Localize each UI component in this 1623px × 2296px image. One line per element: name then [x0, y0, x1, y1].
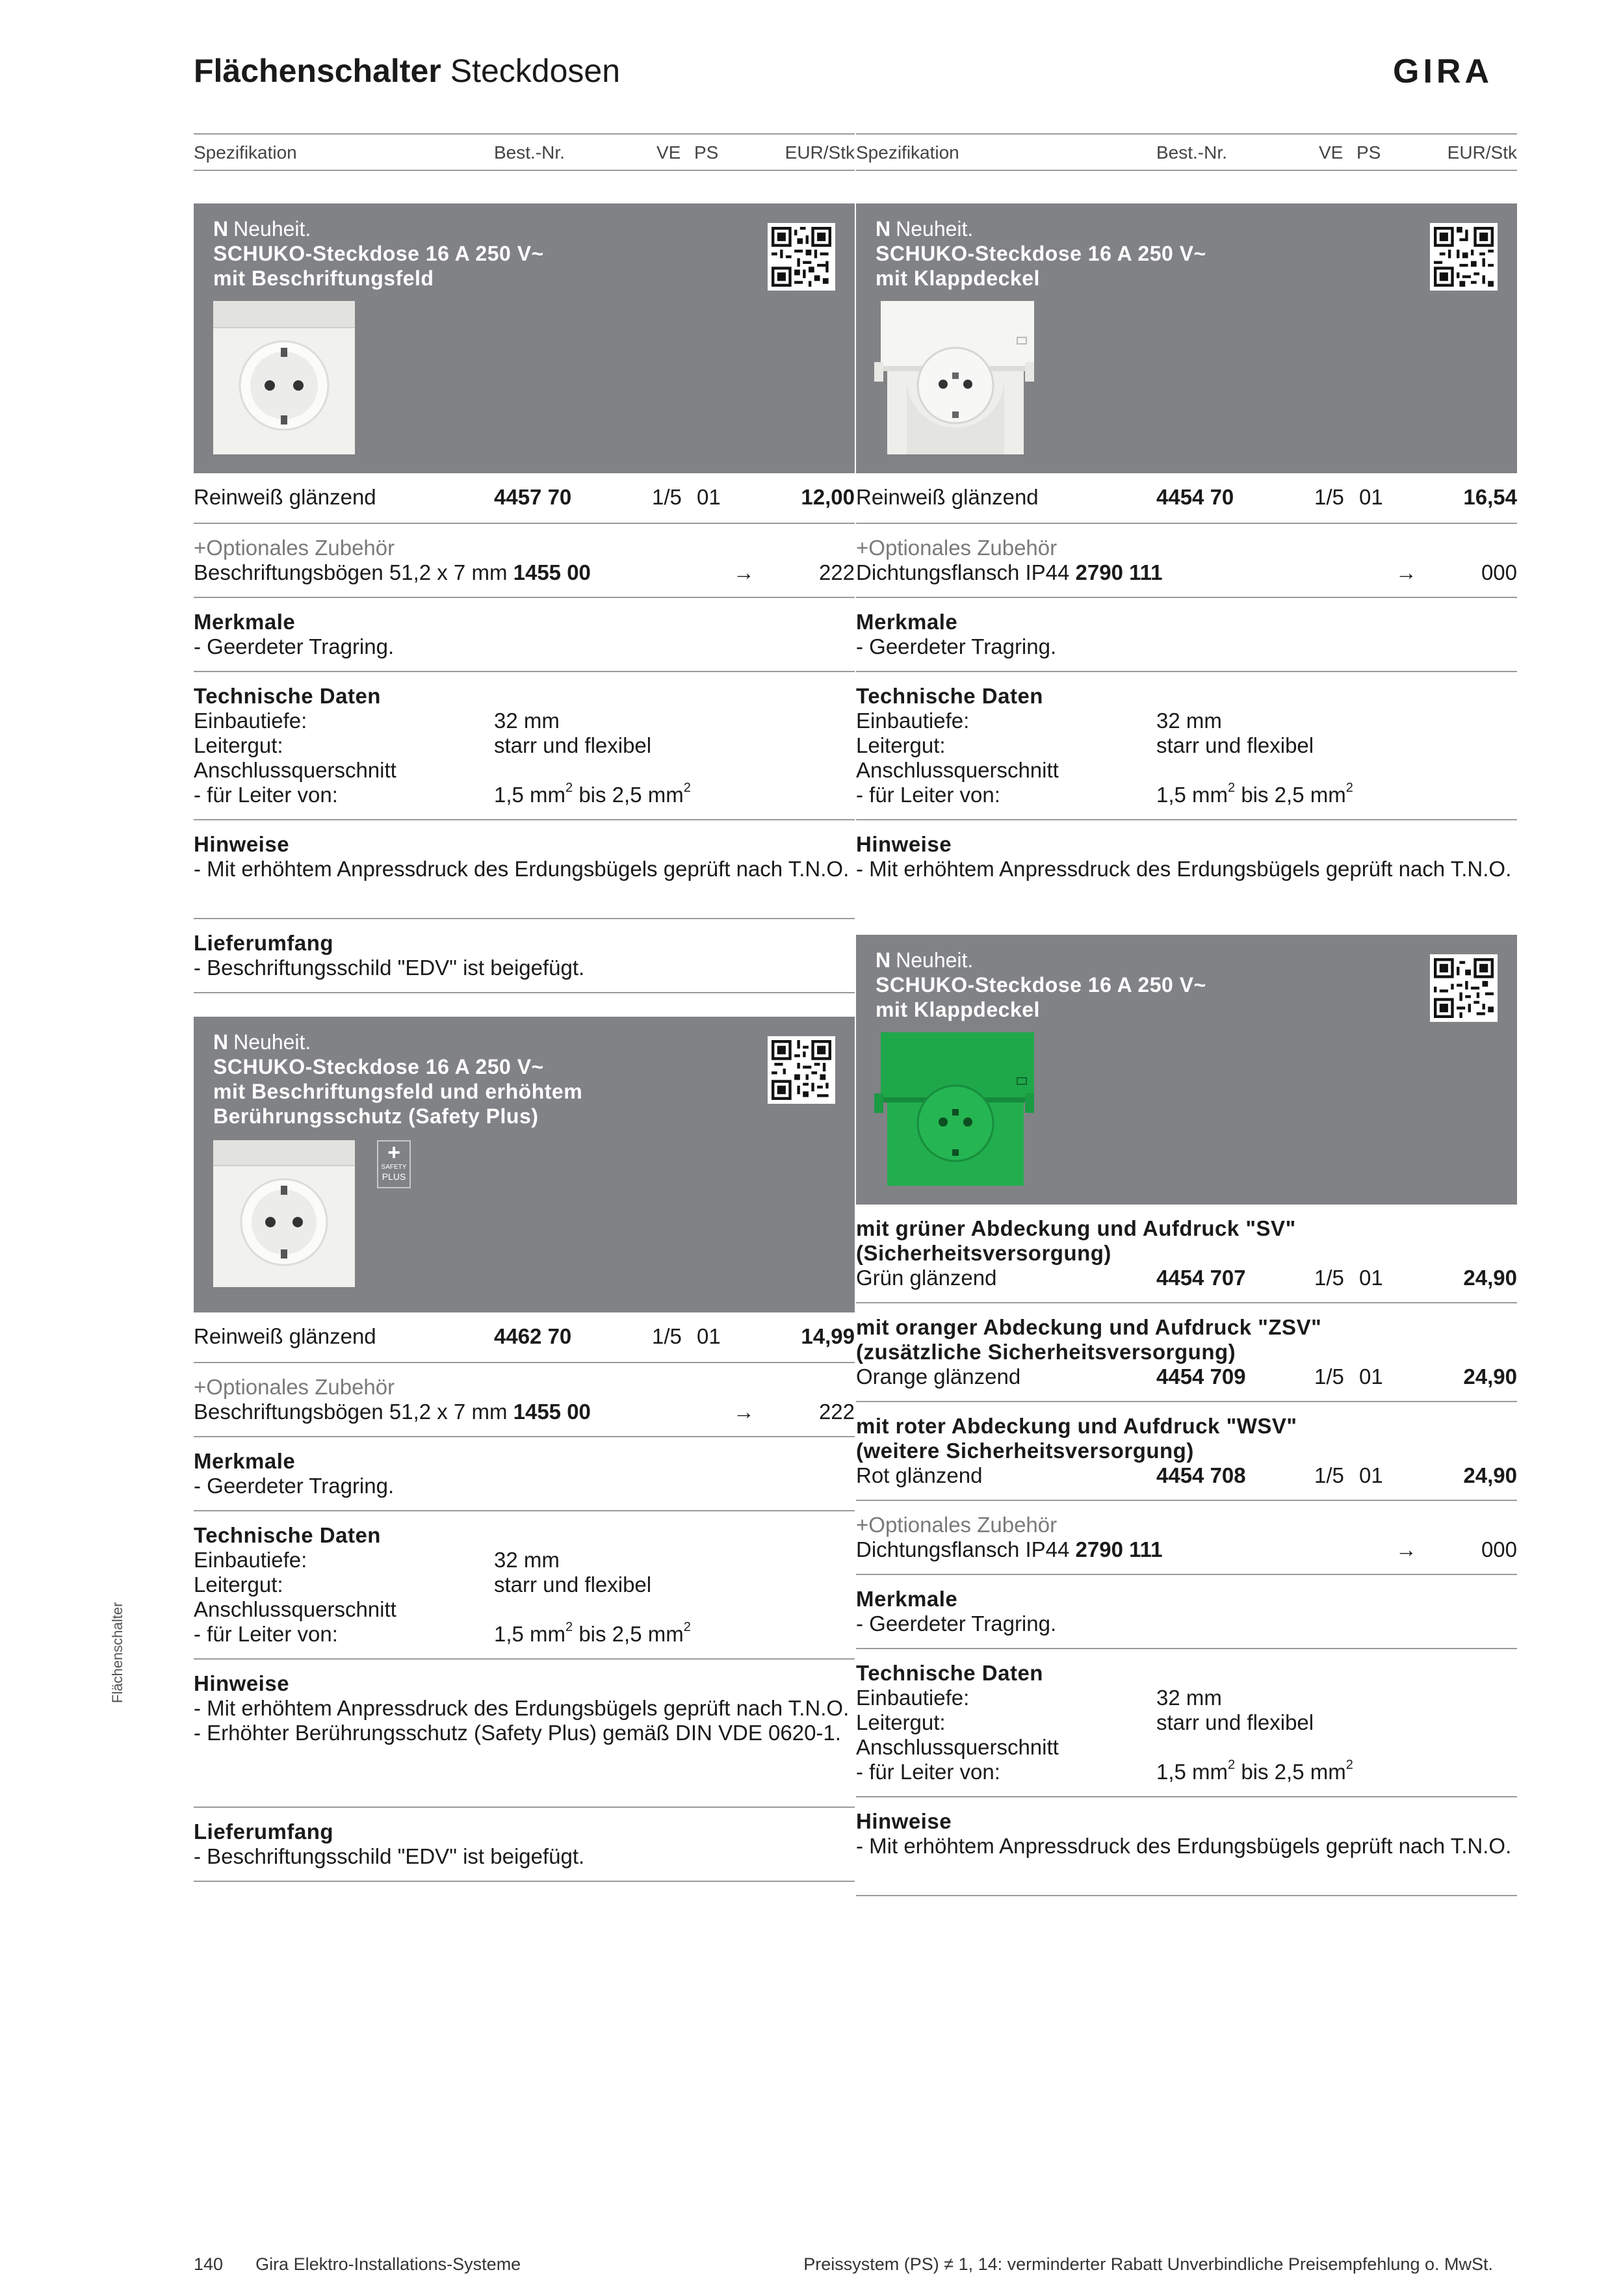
product-title: SCHUKO-Steckdose 16 A 250 V~ — [213, 242, 544, 265]
accessory-section — [856, 1501, 1517, 1575]
col-price: EUR/Stk — [1447, 142, 1517, 163]
accessory-label: Optionales Zubehör — [868, 536, 1058, 560]
accessory-number: 1455 00 — [513, 1400, 591, 1424]
accessory-name: Dichtungsflansch IP44 — [856, 560, 1070, 584]
table-header — [194, 133, 855, 171]
variant-heading-line2: (Sicherheitsversorgung) — [856, 1241, 1111, 1265]
variant-name: Reinweiß glänzend — [856, 485, 1039, 509]
ps-value: 01 — [1359, 1364, 1383, 1389]
product-box — [856, 203, 1517, 473]
order-number: 4462 70 — [494, 1324, 572, 1348]
price: 24,90 — [1463, 1266, 1517, 1290]
lieferumfang-section — [194, 1808, 855, 1882]
merkmale-section — [194, 598, 855, 672]
product-title-line2: mit Klappdeckel — [876, 998, 1040, 1021]
accessory-label: Optionales Zubehör — [206, 536, 395, 560]
order-number: 4454 707 — [1156, 1266, 1246, 1290]
product-title-line3: Berührungsschutz (Safety Plus) — [213, 1104, 539, 1128]
page-reference[interactable]: 000 — [1481, 1537, 1517, 1561]
accessory-heading — [856, 1513, 1517, 1537]
spec-value: starr und flexibel — [494, 1572, 652, 1597]
price: 24,90 — [1463, 1364, 1517, 1389]
price: 12,00 — [801, 485, 855, 509]
spec-value: 32 mm — [494, 709, 560, 733]
accessory-label: Optionales Zubehör — [868, 1513, 1058, 1537]
accessory-name: Beschriftungsbögen 51,2 x 7 mm — [194, 560, 508, 584]
accessory-number: 2790 111 — [1075, 560, 1163, 584]
product-heading — [876, 948, 1206, 1022]
accessory-item — [194, 1400, 591, 1424]
spec-key: - für Leiter von: — [194, 1622, 338, 1646]
page-reference[interactable]: 222 — [818, 1400, 855, 1424]
page-subtitle: Steckdosen — [450, 53, 620, 89]
ps-value: 01 — [1359, 1266, 1383, 1290]
plus-icon: + — [856, 536, 869, 560]
product-title-line2: mit Beschriftungsfeld und erhöhtem — [213, 1080, 583, 1103]
order-row — [194, 1312, 855, 1363]
hinweise-heading: Hinweise — [194, 832, 290, 856]
product-box — [194, 1017, 855, 1312]
spec-key: Anschlussquerschnitt — [856, 1735, 1059, 1759]
footer-note: Preissystem (PS) ≠ 1, 14: verminderter Rabatt Unverbindliche Preisempfehlung o. MwSt. — [803, 2254, 1493, 2274]
tech-section — [856, 672, 1517, 820]
lieferumfang-heading: Lieferumfang — [194, 931, 334, 955]
arrow-right-icon: → — [1396, 1537, 1417, 1561]
table-header — [856, 133, 1517, 171]
hinweis-item: - Mit erhöhtem Anpressdruck des Erdungsbügels geprüft nach T.N.O. — [194, 1696, 850, 1720]
variant-name: Reinweiß glänzend — [194, 1324, 376, 1348]
ve-value: 1/5 — [1314, 1463, 1344, 1487]
hinweise-section — [856, 1797, 1517, 1896]
spec-key: Einbautiefe: — [194, 1548, 307, 1572]
brand-logo: GIRA — [1393, 53, 1493, 90]
order-row — [194, 473, 855, 524]
footer-left — [194, 2254, 521, 2275]
product-heading — [213, 216, 544, 291]
tech-section — [194, 672, 855, 820]
ps-value: 01 — [1359, 485, 1383, 509]
footer-company: Gira Elektro-Installations-Systeme — [255, 2254, 521, 2274]
new-label: Neuheit. — [233, 217, 311, 241]
hinweise-heading: Hinweise — [856, 1809, 952, 1833]
merkmal-item: - Geerdeter Tragring. — [856, 1611, 1057, 1636]
merkmale-heading: Merkmale — [194, 1449, 296, 1473]
spec-key: Einbautiefe: — [856, 709, 970, 733]
spec-value-cross-section: 1,5 $mm^2$ bis 2,5 $mm^2$ — [1156, 781, 1353, 807]
merkmal-item: - Geerdeter Tragring. — [856, 634, 1057, 659]
qr-code-icon[interactable] — [768, 223, 835, 291]
socket-image — [213, 1140, 355, 1287]
order-number: 4454 708 — [1156, 1463, 1246, 1487]
variant-heading: mit roter Abdeckung und Aufdruck "WSV" — [856, 1414, 1297, 1438]
socket-flip-cover-image — [874, 301, 1034, 454]
tech-heading: Technische Daten — [856, 684, 1043, 708]
accessory-item — [856, 1537, 1163, 1562]
col-ps: PS — [694, 142, 719, 163]
spec-key: Anschlussquerschnitt — [194, 1597, 396, 1621]
product-title-line2: mit Klappdeckel — [876, 267, 1040, 290]
page-title — [194, 52, 620, 90]
merkmale-heading: Merkmale — [856, 610, 958, 634]
arrow-right-icon: → — [733, 560, 755, 584]
lieferumfang-section — [194, 919, 855, 993]
product-title: SCHUKO-Steckdose 16 A 250 V~ — [876, 242, 1206, 265]
merkmale-heading: Merkmale — [856, 1587, 958, 1611]
new-label: Neuheit. — [896, 217, 974, 241]
accessory-section — [194, 1363, 855, 1437]
right-column — [856, 133, 1517, 1896]
ve-value: 1/5 — [1314, 1364, 1344, 1389]
spec-key: Einbautiefe: — [856, 1686, 970, 1710]
accessory-number: 2790 111 — [1075, 1537, 1163, 1561]
new-marker: N — [876, 948, 891, 972]
accessory-heading — [856, 536, 1517, 560]
tech-heading: Technische Daten — [856, 1661, 1043, 1685]
col-ve: VE — [1319, 142, 1344, 163]
plus-icon: + — [387, 1140, 400, 1165]
variant-heading-line2: (zusätzliche Sicherheitsversorgung) — [856, 1340, 1236, 1364]
accessory-number: 1455 00 — [513, 560, 591, 584]
merkmale-section — [856, 598, 1517, 672]
spec-key: Leitergut: — [856, 1710, 946, 1734]
merkmale-section — [856, 1575, 1517, 1649]
col-spec: Spezifikation — [194, 142, 297, 163]
ve-value: 1/5 — [652, 485, 682, 509]
merkmal-item: - Geerdeter Tragring. — [194, 1474, 395, 1498]
product-title: SCHUKO-Steckdose 16 A 250 V~ — [213, 1055, 544, 1078]
page-number: 140 — [194, 2254, 224, 2274]
col-nr: Best.-Nr. — [494, 142, 565, 163]
qr-code-icon[interactable] — [1430, 954, 1498, 1022]
socket-image — [213, 301, 355, 454]
variant-name: Grün glänzend — [856, 1266, 997, 1290]
accessory-label: Optionales Zubehör — [206, 1375, 395, 1399]
accessory-section — [194, 524, 855, 598]
variant-heading: mit oranger Abdeckung und Aufdruck "ZSV" — [856, 1315, 1322, 1339]
hinweis-item: - Erhöhter Berührungsschutz (Safety Plus) gemäß DIN VDE 0620-1. — [194, 1721, 841, 1745]
plus-icon: + — [856, 1513, 869, 1537]
variant-name: Rot glänzend — [856, 1463, 983, 1487]
lieferumfang-item: - Beschriftungsschild "EDV" ist beigefügt. — [194, 1844, 585, 1868]
new-marker: N — [213, 1030, 229, 1054]
plus-icon: + — [194, 536, 207, 560]
col-price: EUR/Stk — [785, 142, 855, 163]
spec-key: Einbautiefe: — [194, 709, 307, 733]
qr-code-icon[interactable] — [768, 1036, 835, 1104]
hinweise-heading: Hinweise — [856, 832, 952, 856]
spec-key: Anschlussquerschnitt — [856, 758, 1059, 782]
hinweise-section — [856, 820, 1517, 919]
spec-key: Leitergut: — [194, 1572, 283, 1597]
merkmal-item: - Geerdeter Tragring. — [194, 634, 395, 659]
price: 24,90 — [1463, 1463, 1517, 1487]
merkmale-section — [194, 1437, 855, 1511]
product-title: SCHUKO-Steckdose 16 A 250 V~ — [876, 973, 1206, 997]
hinweise-section — [194, 1660, 855, 1808]
tech-section — [856, 1649, 1517, 1797]
merkmale-heading: Merkmale — [194, 610, 296, 634]
hinweis-item: - Mit erhöhtem Anpressdruck des Erdungsbügels geprüft nach T.N.O. — [194, 857, 850, 881]
page-title-main: Flächenschalter — [194, 53, 441, 89]
product-box — [856, 935, 1517, 1205]
tech-heading: Technische Daten — [194, 1523, 381, 1547]
col-spec: Spezifikation — [856, 142, 959, 163]
socket-green-cover-image — [874, 1032, 1034, 1186]
lieferumfang-heading: Lieferumfang — [194, 1820, 334, 1844]
spec-value: starr und flexibel — [1156, 1710, 1314, 1734]
variant-block — [856, 1303, 1517, 1402]
accessory-section — [856, 524, 1517, 598]
product-title-line2: mit Beschriftungsfeld — [213, 267, 434, 290]
arrow-right-icon: → — [733, 1400, 755, 1424]
ps-value: 01 — [697, 485, 721, 509]
ps-value: 01 — [1359, 1463, 1383, 1487]
col-ve: VE — [656, 142, 681, 163]
new-marker: N — [876, 217, 891, 241]
new-label: Neuheit. — [896, 948, 974, 972]
side-section-label: Flächenschalter — [109, 1602, 125, 1703]
spec-value-cross-section: 1,5 $mm^2$ bis 2,5 $mm^2$ — [1156, 1758, 1353, 1784]
accessory-name: Beschriftungsbögen 51,2 x 7 mm — [194, 1400, 508, 1424]
hinweise-heading: Hinweise — [194, 1671, 290, 1695]
ve-value: 1/5 — [1314, 485, 1344, 509]
spec-value-cross-section: 1,5 $mm^2$ bis 2,5 $mm^2$ — [494, 1620, 691, 1646]
badge-text: SAFETY — [381, 1164, 407, 1171]
tech-section — [194, 1511, 855, 1660]
spec-value-cross-section: 1,5 $mm^2$ bis 2,5 $mm^2$ — [494, 781, 691, 807]
hinweis-item: - Mit erhöhtem Anpressdruck des Erdungsbügels geprüft nach T.N.O. — [856, 857, 1512, 881]
ve-value: 1/5 — [1314, 1266, 1344, 1290]
variant-name: Reinweiß glänzend — [194, 485, 376, 509]
spec-value: 32 mm — [494, 1548, 560, 1572]
accessory-heading — [194, 1375, 855, 1400]
new-label: Neuheit. — [233, 1030, 311, 1054]
order-number: 4454 709 — [1156, 1364, 1246, 1389]
spec-value: starr und flexibel — [1156, 733, 1314, 757]
spec-key: Leitergut: — [856, 733, 946, 757]
left-column — [194, 133, 855, 1882]
spec-key: - für Leiter von: — [856, 1760, 1000, 1784]
spec-key: - für Leiter von: — [856, 783, 1000, 807]
accessory-name: Dichtungsflansch IP44 — [856, 1537, 1070, 1561]
product-heading — [876, 216, 1206, 291]
order-row — [856, 473, 1517, 524]
arrow-right-icon: → — [1396, 560, 1417, 584]
price: 14,99 — [801, 1324, 855, 1348]
col-ps: PS — [1357, 142, 1381, 163]
price: 16,54 — [1463, 485, 1517, 509]
qr-code-icon[interactable] — [1430, 223, 1498, 291]
hinweis-item: - Mit erhöhtem Anpressdruck des Erdungsbügels geprüft nach T.N.O. — [856, 1834, 1512, 1858]
spec-key: Leitergut: — [194, 733, 283, 757]
ps-value: 01 — [697, 1324, 721, 1348]
col-nr: Best.-Nr. — [1156, 142, 1227, 163]
order-number: 4454 70 — [1156, 485, 1234, 509]
hinweise-section — [194, 820, 855, 919]
order-number: 4457 70 — [494, 485, 572, 509]
accessory-item — [194, 560, 591, 585]
spec-key: Anschlussquerschnitt — [194, 758, 396, 782]
page-reference[interactable]: 222 — [818, 560, 855, 584]
page-reference[interactable]: 000 — [1481, 560, 1517, 584]
plus-icon: + — [194, 1375, 207, 1399]
spec-key: - für Leiter von: — [194, 783, 338, 807]
accessory-heading — [194, 536, 855, 560]
safety-plus-badge — [377, 1140, 411, 1188]
ve-value: 1/5 — [652, 1324, 682, 1348]
spec-value: starr und flexibel — [494, 733, 652, 757]
accessory-item — [856, 560, 1163, 585]
lieferumfang-item: - Beschriftungsschild "EDV" ist beigefügt. — [194, 956, 585, 980]
variant-heading-line2: (weitere Sicherheitsversorgung) — [856, 1439, 1194, 1463]
product-box — [194, 203, 855, 473]
product-heading — [213, 1030, 582, 1128]
variant-block — [856, 1402, 1517, 1501]
variant-block — [856, 1205, 1517, 1303]
variant-name: Orange glänzend — [856, 1364, 1021, 1389]
spec-value: 32 mm — [1156, 709, 1222, 733]
spec-value: 32 mm — [1156, 1686, 1222, 1710]
new-marker: N — [213, 217, 229, 241]
tech-heading: Technische Daten — [194, 684, 381, 708]
variant-heading: mit grüner Abdeckung und Aufdruck "SV" — [856, 1216, 1296, 1240]
badge-text: PLUS — [382, 1171, 406, 1182]
